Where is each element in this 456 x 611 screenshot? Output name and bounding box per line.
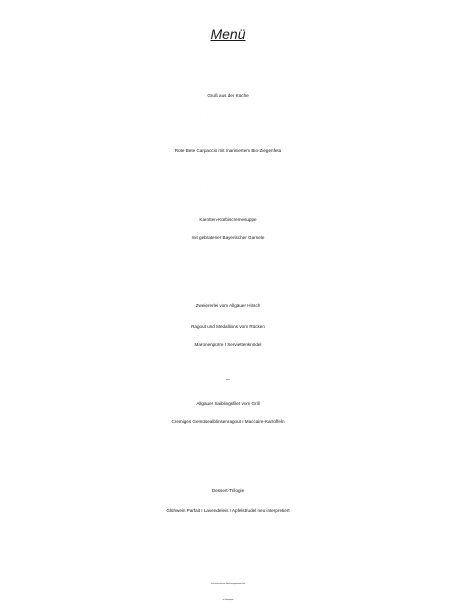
footer-line2: mit Kräuterquark (222, 600, 234, 601)
course-greeting: Gruß aus der Küche (207, 93, 249, 98)
course-dessert-line1: Dessert-Trilogie (211, 488, 245, 493)
separator: * * * (207, 187, 275, 188)
course-main-option2-line2: Cremiges Gemüsealblinsenragout I Maccaire-Kartoffeln (171, 419, 285, 424)
course-main-option2-source (0, 431, 456, 444)
course-main-or: oder (225, 379, 230, 381)
separator: * * * (207, 274, 275, 275)
separator: * * * (207, 118, 275, 119)
course-starter-source (0, 160, 456, 173)
course-soup-line2: mit gebratener Bayerischer Garnele (191, 235, 265, 240)
course-starter: Rote Bete Carpaccio mit mariniertem Bio-Ziegenfeta (174, 148, 282, 153)
footer-line1: Dazu reichen wir zwei Sorten hausgebackenes Brot (210, 584, 246, 585)
course-main-option1-line1: Zweiererlei vom Allgäuer Hirsch (195, 303, 261, 308)
course-main-option1-source (0, 353, 456, 366)
course-main-option2-line1: Allgäuer Saiblingsfilet vom Grill (196, 401, 260, 406)
menu-title: Menü (210, 26, 246, 42)
course-soup-source (0, 247, 456, 260)
course-dessert-line2: Glühwein Parfait I Lavendeleis I Apfelstrudel neu interpretiert (166, 508, 290, 513)
course-main-option1-line3: Maronenpürre I Serviettenknödel (194, 342, 262, 347)
separator: * * * (207, 458, 275, 459)
course-soup-line1: Karotten-Kürbiscremesuppe (199, 217, 257, 222)
course-main-option1-line2: Ragout und Medallions vom Rücken (191, 324, 265, 329)
